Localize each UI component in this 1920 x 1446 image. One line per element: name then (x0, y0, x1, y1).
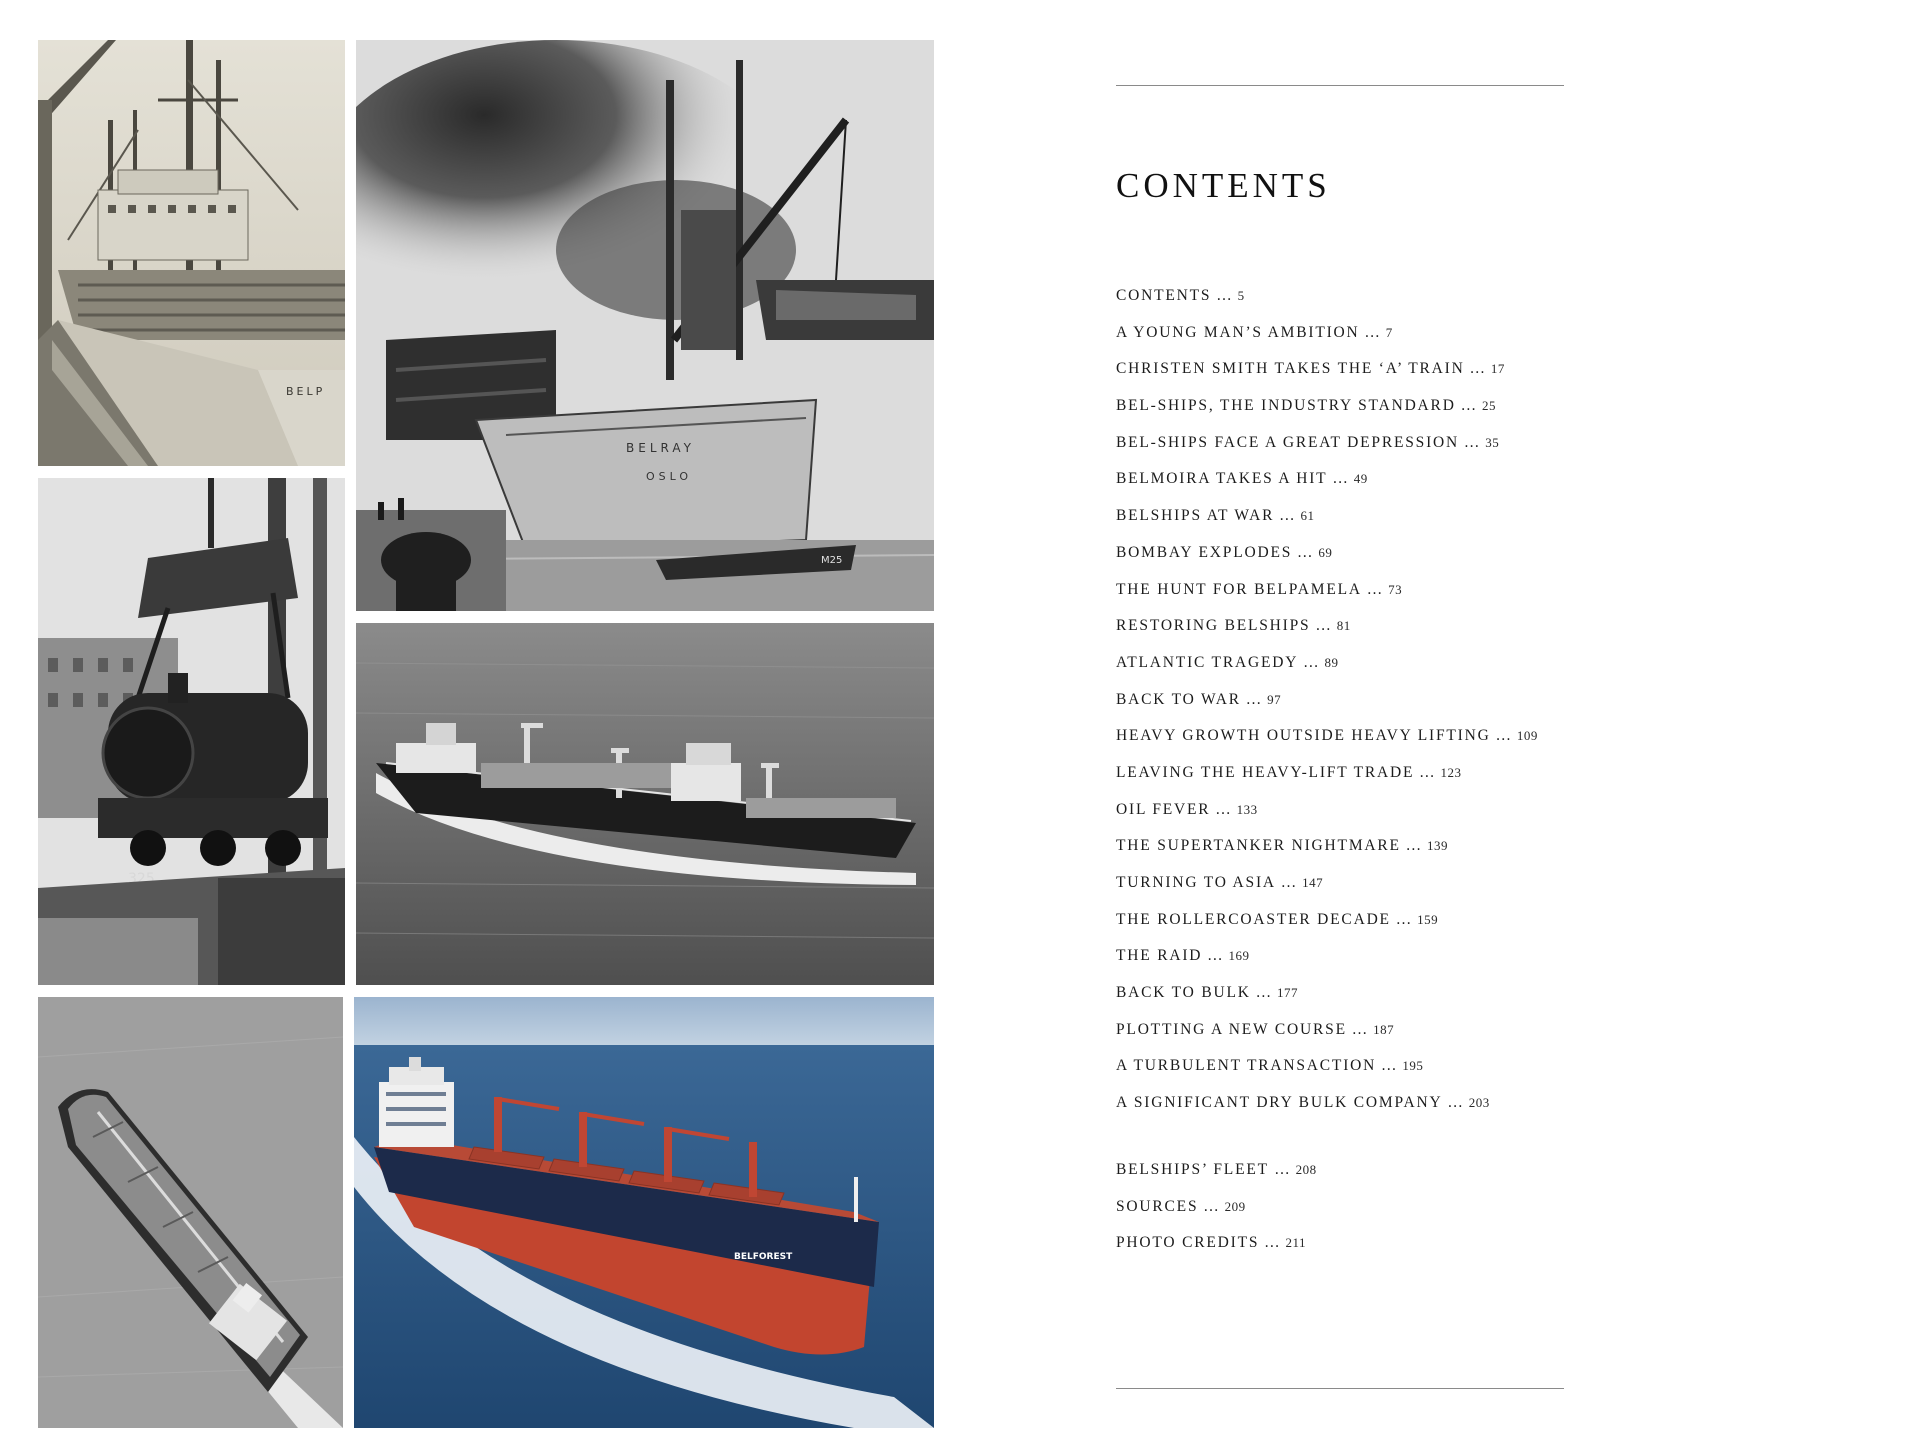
toc-entry-page-number: 89 (1324, 654, 1339, 670)
toc-entry-separator: … (1346, 1020, 1374, 1038)
table-of-contents (1116, 283, 1538, 1127)
toc-entry-separator: … (1210, 800, 1237, 818)
toc-entry-separator: … (1455, 397, 1482, 415)
toc-entry (1116, 613, 1538, 650)
toc-entry-page-number: 159 (1417, 911, 1439, 927)
toc-entry (1116, 907, 1538, 944)
toc-entry-title: THE SUPERTANKER NIGHTMARE (1116, 837, 1401, 855)
photo-cargo-ship-at-sea (356, 623, 934, 985)
toc-entry-separator: … (1250, 984, 1277, 1002)
toc-entry-title: BOMBAY EXPLODES (1116, 543, 1293, 561)
toc-entry-page-number: 35 (1485, 434, 1500, 450)
toc-entry-page-number: 49 (1353, 471, 1368, 487)
photo-heavy-lift-smoke (356, 40, 934, 611)
toc-entry-page-number: 139 (1427, 838, 1449, 854)
toc-entry-title: BELSHIPS’ FLEET (1116, 1161, 1275, 1178)
toc-entry (1116, 723, 1538, 760)
toc-entry-page-number: 195 (1402, 1058, 1424, 1074)
locomotive-number: 325 (128, 871, 155, 887)
toc-entry-page-number: 61 (1300, 508, 1315, 524)
toc-entry-separator: … (1442, 1094, 1469, 1112)
toc-entry (1116, 760, 1538, 797)
toc-entry-title: BELMOIRA TAKES A HIT (1116, 470, 1328, 488)
toc-entry-page-number: 5 (1237, 288, 1245, 303)
toc-entry-title: HEAVY GROWTH OUTSIDE HEAVY LIFTING (1116, 727, 1491, 745)
toc-entry-page-number: 69 (1318, 544, 1333, 560)
toc-entry-title: PHOTO CREDITS (1116, 1234, 1260, 1252)
toc-entry-title: BACK TO BULK (1116, 984, 1251, 1002)
toc-entry (1116, 1090, 1538, 1127)
toc-entry-separator: … (1274, 507, 1301, 525)
top-rule (1116, 85, 1564, 86)
toc-entry-separator: … (1359, 323, 1386, 341)
toc-entry-title: BEL-SHIPS FACE A GREAT DEPRESSION (1116, 433, 1460, 451)
toc-entry-title: LEAVING THE HEAVY-LIFT TRADE (1116, 763, 1415, 781)
toc-entry-page-number: 177 (1276, 985, 1298, 1001)
page-title: CONTENTS (1116, 166, 1331, 205)
toc-entry (1116, 943, 1538, 980)
toc-entry-separator: … (1327, 470, 1354, 488)
toc-entry-page-number: 203 (1468, 1095, 1490, 1111)
toc-entry-separator: … (1310, 617, 1337, 635)
ship-port-oslo: OSLO (646, 470, 693, 483)
toc-entry-separator: … (1292, 543, 1319, 561)
toc-entry-page-number: 211 (1285, 1235, 1307, 1251)
toc-entry-separator: … (1414, 763, 1441, 781)
toc-entry-page-number: 7 (1385, 324, 1393, 340)
table-of-contents-appendix (1116, 1157, 1317, 1267)
toc-entry-title: BACK TO WAR (1116, 690, 1241, 708)
toc-entry (1116, 1230, 1317, 1267)
photo-belforest-bulk-carrier (354, 997, 934, 1428)
toc-entry-title: BELSHIPS AT WAR (1116, 507, 1275, 525)
toc-entry (1116, 540, 1538, 577)
toc-entry-page-number: 169 (1228, 948, 1250, 964)
toc-entry-page-number: 187 (1373, 1021, 1395, 1037)
toc-entry-separator: … (1361, 580, 1389, 598)
toc-entry-title: SOURCES (1116, 1197, 1199, 1215)
toc-entry-separator: … (1274, 1161, 1296, 1178)
photo-cargo-ship-dock (38, 40, 345, 466)
toc-entry-separator: … (1198, 1197, 1225, 1215)
toc-entry-page-number: 97 (1267, 691, 1282, 707)
photo-tanker-aerial (38, 997, 343, 1428)
toc-entry-separator: … (1400, 837, 1428, 855)
toc-entry-page-number: 17 (1490, 361, 1505, 377)
toc-entry (1116, 1157, 1317, 1194)
toc-entry (1116, 687, 1538, 724)
toc-entry (1116, 393, 1538, 430)
toc-entry-title: ATLANTIC TRAGEDY (1116, 653, 1299, 671)
toc-entry-title: PLOTTING A NEW COURSE (1116, 1020, 1347, 1038)
toc-entry-title: BEL-SHIPS, THE INDUSTRY STANDARD (1116, 397, 1456, 415)
toc-entry (1116, 503, 1538, 540)
toc-entry (1116, 320, 1538, 357)
toc-entry-title: CHRISTEN SMITH TAKES THE ‘A’ TRAIN (1116, 360, 1465, 378)
toc-entry-separator: … (1202, 947, 1229, 965)
toc-entry-title: CONTENTS (1116, 287, 1212, 304)
toc-entry-page-number: 133 (1236, 801, 1258, 817)
toc-entry-separator: … (1298, 653, 1325, 671)
toc-entry (1116, 1053, 1538, 1090)
toc-entry-page-number: 81 (1336, 618, 1351, 634)
toc-entry-separator: … (1275, 874, 1303, 891)
toc-entry-page-number: 208 (1295, 1162, 1317, 1177)
toc-entry-title: RESTORING BELSHIPS (1116, 617, 1311, 635)
bottom-rule (1116, 1388, 1564, 1389)
toc-entry (1116, 356, 1538, 393)
toc-entry-separator: … (1240, 690, 1268, 708)
toc-entry (1116, 466, 1538, 503)
toc-entry-title: A TURBULENT TRANSACTION (1116, 1057, 1377, 1075)
toc-entry (1116, 577, 1538, 614)
toc-entry-separator: … (1211, 287, 1238, 304)
boat-number-m25: M25 (821, 555, 843, 566)
toc-entry (1116, 833, 1538, 870)
toc-entry-page-number: 123 (1440, 764, 1462, 780)
ship-name-belray: BELRAY (626, 441, 695, 455)
toc-entry-page-number: 73 (1388, 581, 1403, 597)
toc-entry (1116, 283, 1538, 320)
toc-entry-page-number: 209 (1224, 1198, 1246, 1214)
toc-entry-separator: … (1490, 727, 1517, 745)
toc-entry-page-number: 25 (1481, 398, 1496, 414)
toc-entry (1116, 430, 1538, 467)
toc-entry-title: OIL FEVER (1116, 800, 1211, 818)
toc-entry-separator: … (1376, 1057, 1403, 1075)
toc-entry-title: A SIGNIFICANT DRY BULK COMPANY (1116, 1094, 1443, 1112)
toc-entry-separator: … (1459, 433, 1486, 451)
toc-entry (1116, 650, 1538, 687)
toc-entry-title: THE ROLLERCOASTER DECADE (1116, 910, 1391, 928)
toc-entry-title: A YOUNG MAN’S AMBITION (1116, 323, 1360, 341)
ship-name-belp: BELP (286, 385, 326, 398)
toc-entry-title: THE RAID (1116, 947, 1203, 965)
toc-entry-separator: … (1464, 360, 1491, 378)
toc-entry-page-number: 147 (1302, 875, 1324, 890)
toc-entry-title: THE HUNT FOR BELPAMELA (1116, 580, 1362, 598)
ship-name-belforest: BELFOREST (734, 1252, 793, 1262)
toc-entry (1116, 797, 1538, 834)
toc-entry-separator: … (1390, 910, 1418, 928)
toc-entry (1116, 980, 1538, 1017)
toc-entry-title: TURNING TO ASIA (1116, 874, 1276, 891)
toc-entry (1116, 870, 1538, 907)
photo-locomotive-lift (38, 478, 345, 985)
toc-entry (1116, 1017, 1538, 1054)
toc-entry-page-number: 109 (1516, 728, 1538, 744)
toc-entry-separator: … (1259, 1234, 1286, 1252)
toc-entry (1116, 1194, 1317, 1231)
